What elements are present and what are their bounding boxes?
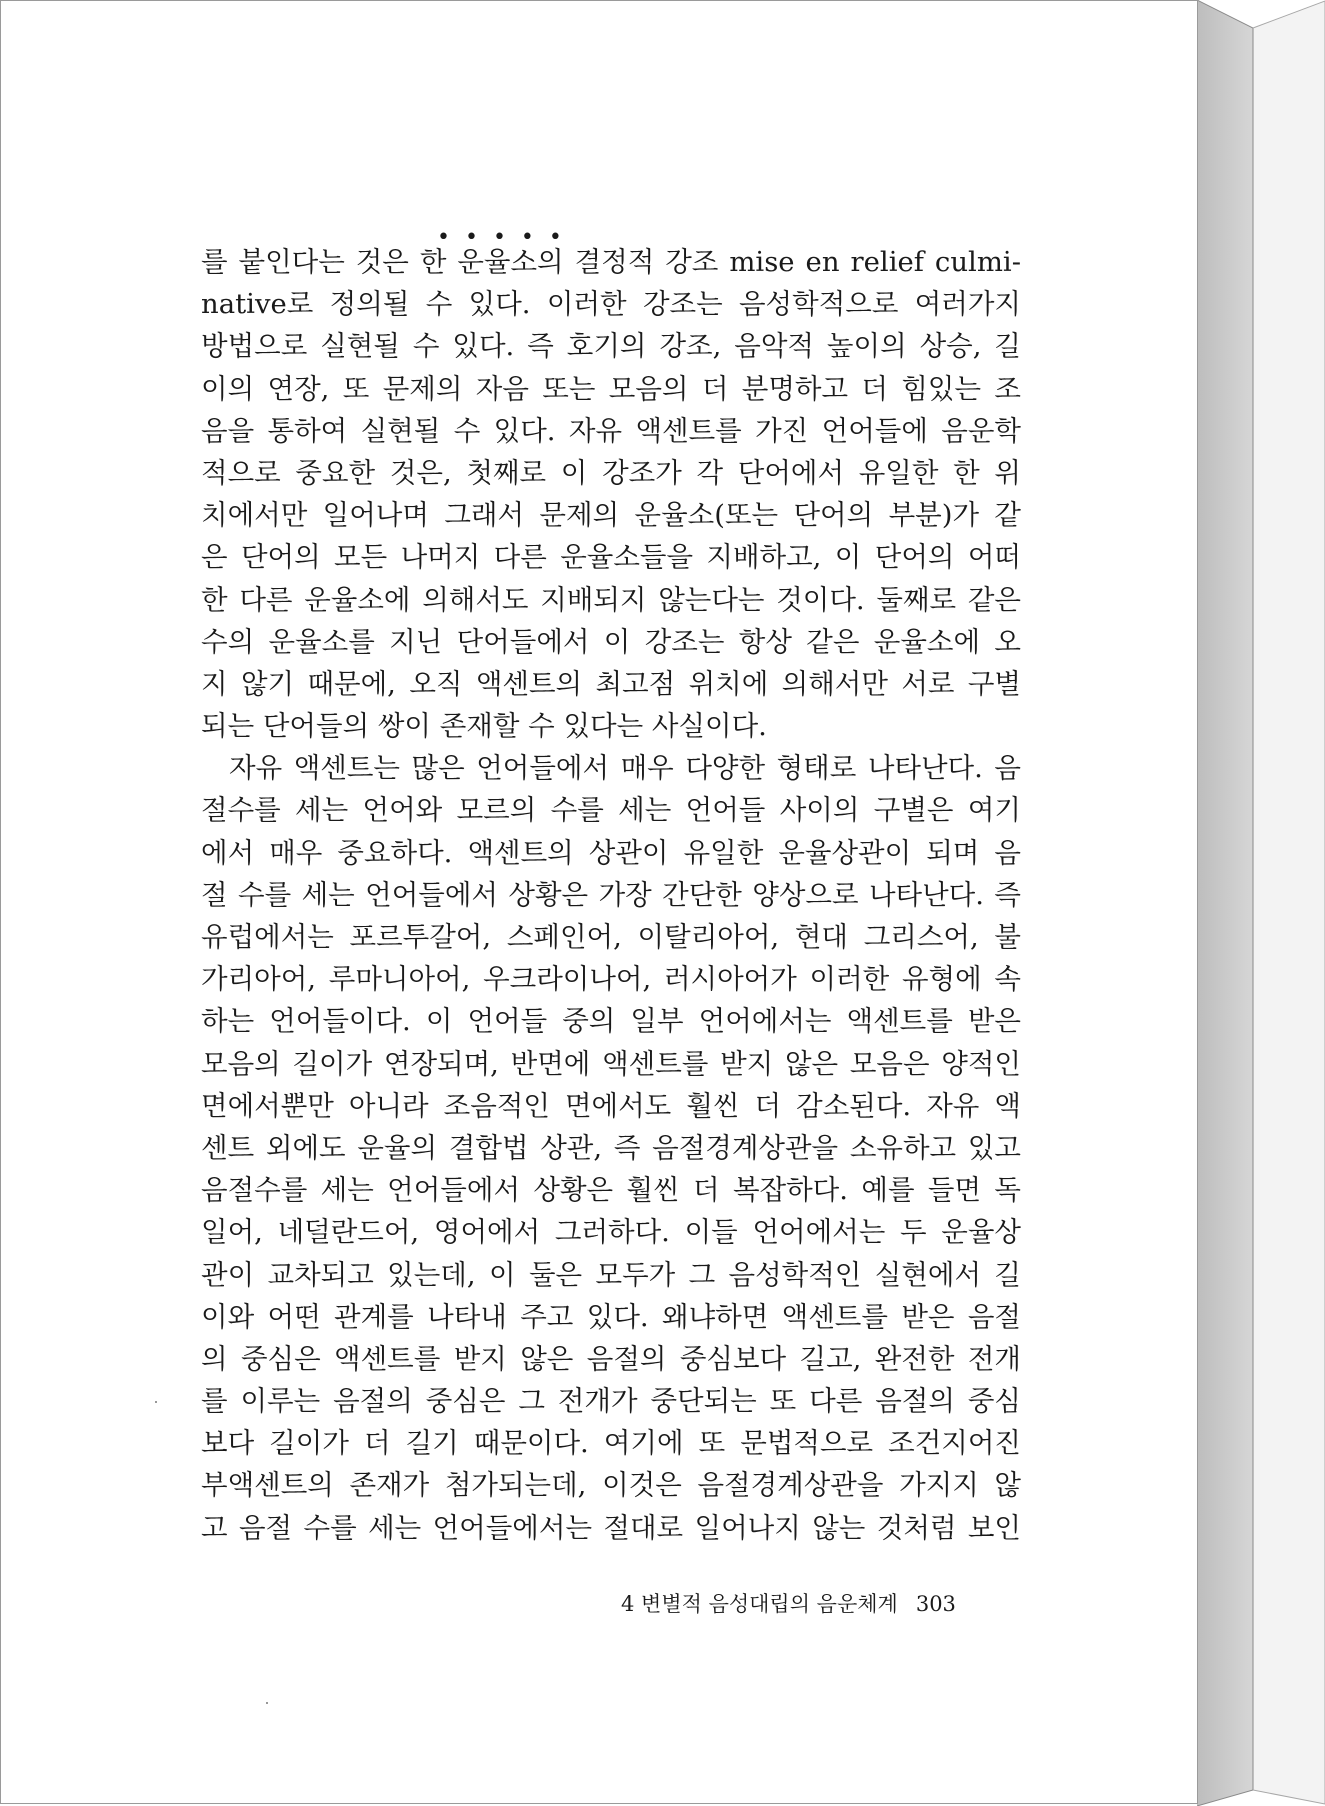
text-line: 보다 길이가 더 길기 때문이다. 여기에 또 문법적으로 조건지어진	[201, 1427, 1021, 1460]
text-line: 관이 교차되고 있는데, 이 둘은 모두가 그 음성학적인 실현에서 길	[201, 1258, 1021, 1291]
text-line: 적으로 중요한 것은, 첫째로 이 강조가 각 단어에서 유일한 한 위	[201, 456, 1021, 489]
text-line: native로 정의될 수 있다. 이러한 강조는 음성학적으로 여러가지	[201, 288, 1021, 321]
text-line: 방법으로 실현될 수 있다. 즉 호기의 강조, 음악적 높이의 상승, 길	[201, 330, 1021, 363]
text-line: 의 중심은 액센트를 받지 않은 음절의 중심보다 길고, 완전한 전개	[201, 1342, 1021, 1375]
scan-speck	[266, 1702, 268, 1704]
book-page-edge	[1197, 0, 1325, 1806]
text-line: 은 단어의 모든 나머지 다른 운율소들을 지배하고, 이 단어의 어떠	[201, 541, 1021, 574]
text-line: 를 붙인다는 것은 한 운율소의 결정적 강조 mise en relief culmi-	[201, 246, 1021, 278]
page-number: 303	[915, 1592, 956, 1616]
text-line: 에서 매우 중요하다. 액센트의 상관이 유일한 운율상관이 되며 음	[201, 836, 1021, 869]
running-title: 4 변별적 음성대립의 음운체계	[621, 1592, 898, 1616]
text-line: 자유 액센트는 많은 언어들에서 매우 다양한 형태로 나타난다. 음	[229, 752, 1021, 785]
text-line: 한 다른 운율소에 의해서도 지배되지 않는다는 것이다. 둘째로 같은	[201, 583, 1021, 616]
scan-speck	[155, 1401, 157, 1403]
paragraph-2	[201, 747, 1021, 1549]
text-line: 부액센트의 존재가 첨가되는데, 이것은 음절경계상관을 가지지 않	[201, 1469, 1021, 1502]
text-line: 치에서만 일어나며 그래서 문제의 운율소(또는 단어의 부분)가 같	[201, 499, 1021, 532]
emphasis-dots: • • • • •	[437, 225, 566, 250]
text-line: 가리아어, 루마니아어, 우크라이나어, 러시아어가 이러한 유형에 속	[201, 963, 1021, 996]
text-line: 수의 운율소를 지닌 단어들에서 이 강조는 항상 같은 운율소에 오	[201, 625, 1021, 658]
body-text	[201, 241, 1021, 1549]
text-line: 절수를 세는 언어와 모르의 수를 세는 언어들 사이의 구별은 여기	[201, 794, 1021, 827]
text-line: 유럽에서는 포르투갈어, 스페인어, 이탈리아어, 현대 그리스어, 불	[201, 921, 1021, 953]
text-line: 절 수를 세는 언어들에서 상황은 가장 간단한 양상으로 나타난다. 즉	[201, 878, 1021, 911]
text-line: 를 이루는 음절의 중심은 그 전개가 중단되는 또 다른 음절의 중심	[201, 1385, 1021, 1418]
text-line: 음을 통하여 실현될 수 있다. 자유 액센트를 가진 언어들에 음운학	[201, 414, 1021, 447]
text-line: 지 않기 때문에, 오직 액센트의 최고점 위치에 의해서만 서로 구별	[201, 667, 1021, 700]
text-line: 고 음절 수를 세는 언어들에서는 절대로 일어나지 않는 것처럼 보인	[201, 1511, 1021, 1544]
text-line: 센트 외에도 운율의 결합법 상관, 즉 음절경계상관을 소유하고 있고	[201, 1131, 1021, 1164]
text-line: 일어, 네덜란드어, 영어에서 그러하다. 이들 언어에서는 두 운율상	[201, 1216, 1021, 1249]
running-footer	[621, 1588, 956, 1618]
text-line: 되는 단어들의 쌍이 존재할 수 있다는 사실이다.	[201, 710, 767, 743]
text-line: 하는 언어들이다. 이 언어들 중의 일부 언어에서는 액센트를 받은	[201, 1005, 1021, 1038]
paragraph-1	[201, 241, 1021, 747]
text-line: 음절수를 세는 언어들에서 상황은 훨씬 더 복잡하다. 예를 들면 독	[201, 1174, 1021, 1207]
text-line: 이와 어떤 관계를 나타내 주고 있다. 왜냐하면 액센트를 받은 음절	[201, 1300, 1021, 1333]
text-line: 면에서뿐만 아니라 조음적인 면에서도 훨씬 더 감소된다. 자유 액	[201, 1089, 1021, 1122]
text-line: 모음의 길이가 연장되며, 반면에 액센트를 받지 않은 모음은 양적인	[201, 1047, 1021, 1080]
text-line: 이의 연장, 또 문제의 자음 또는 모음의 더 분명하고 더 힘있는 조	[201, 372, 1021, 405]
